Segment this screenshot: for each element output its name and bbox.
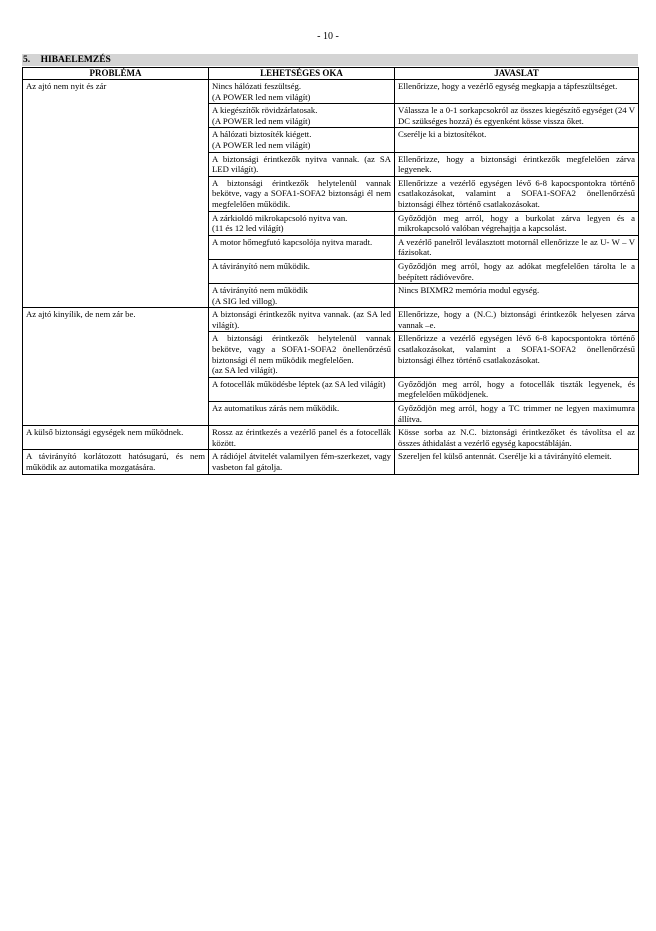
cause-cell: A hálózati biztosíték kiégett. (A POWER led nem világít) (209, 128, 395, 152)
cause-cell: A fotocellák működésbe léptek (az SA led világít) (209, 377, 395, 401)
table-header-row (23, 68, 639, 80)
problem-cell: Az ajtó nem nyit és zár (23, 80, 209, 308)
solution-cell: Válassza le a 0-1 sorkapcsokról az összes kiegészítő egységet (24 V DC szükséges hozzá) és egyenként kösse vissza őket. (395, 104, 639, 128)
solution-cell: Kösse sorba az N.C. biztonsági érintkezőket és távolítsa el az összes áthidalást a vezérlő egység kapocstábláján. (395, 426, 639, 450)
section-number: 5. (23, 55, 31, 65)
cause-cell: A távirányító nem működik (A SIG led villog). (209, 284, 395, 308)
solution-cell: Ellenőrizze, hogy a (N.C.) biztonsági érintkezők helyesen zárva vannak –e. (395, 308, 639, 332)
section-title: HIBAELEMZÉS (40, 55, 111, 65)
table-row (23, 450, 639, 474)
troubleshooting-table (22, 67, 639, 475)
page-number: - 10 - (317, 31, 339, 42)
cause-cell: Nincs hálózati feszültség. (A POWER led nem világít) (209, 80, 395, 104)
solution-cell: Szereljen fel külső antennát. Cserélje ki a távirányító elemeit. (395, 450, 639, 474)
solution-cell: Nincs BIXMR2 memória modul egység. (395, 284, 639, 308)
solution-cell: Győződjön meg arról, hogy az adókat megfelelően tárolta le a beépített rádióvevőre. (395, 259, 639, 283)
solution-cell: Ellenőrizze, hogy a biztonsági érintkezők megfelelően zárva legyenek. (395, 152, 639, 176)
solution-cell: A vezérlő panelről leválasztott motornál ellenőrizze le az U- W – V fázisokat. (395, 235, 639, 259)
cause-cell: A biztonsági érintkezők nyitva vannak. (az SA led világít). (209, 308, 395, 332)
cause-cell: A zárkioldó mikrokapcsoló nyitva van. (11 és 12 led világít) (209, 211, 395, 235)
problem-cell: A külső biztonsági egységek nem működnek. (23, 426, 209, 450)
table-row (23, 308, 639, 332)
solution-cell: Győződjön meg arról, hogy a fotocellák tiszták legyenek, és megfelelően működjenek. (395, 377, 639, 401)
header-cause: LEHETSÉGES OKA (209, 68, 395, 80)
solution-cell: Győződjön meg arról, hogy a burkolat zárva legyen és a mikrokapcsoló valóban végrehajtja a kapcsolást. (395, 211, 639, 235)
solution-cell: Ellenőrizze a vezérlő egységen lévő 6-8 kapocspontokra történő csatlakozásokat, valamint a SOFA1-SOFA2 önellenőrzésű biztonsági élhez történő csatlakozásokat. (395, 176, 639, 211)
solution-cell: Ellenőrizze a vezérlő egységen lévő 6-8 kapocspontokra történő csatlakozásokat, valamint a SOFA1-SOFA2 önellenőrzésű biztonsági élhez történő csatlakozásokat. (395, 332, 639, 377)
cause-cell: A biztonsági érintkezők helytelenül vannak bekötve, vagy a SOFA1-SOFA2 önellenőrzésű biztonsági él nem működik megfelelően. (az SA led világít). (209, 332, 395, 377)
table-row (23, 80, 639, 104)
solution-cell: Cserélje ki a biztosítékot. (395, 128, 639, 152)
cause-cell: A biztonsági érintkezők nyitva vannak. (az SA LED világít). (209, 152, 395, 176)
cause-cell: Az automatikus zárás nem működik. (209, 402, 395, 426)
cause-cell: A biztonsági érintkezők helytelenül vannak bekötve, vagy a SOFA1-SOFA2 biztonsági él nem megfelelően működik. (209, 176, 395, 211)
problem-cell: Az ajtó kinyílik, de nem zár be. (23, 308, 209, 426)
cause-cell: A kiegészítők rövidzárlatosak. (A POWER led nem világít) (209, 104, 395, 128)
solution-cell: Ellenőrizze, hogy a vezérlő egység megkapja a tápfeszültséget. (395, 80, 639, 104)
section-heading (22, 54, 638, 66)
table-row (23, 426, 639, 450)
cause-cell: Rossz az érintkezés a vezérlő panel és a fotocellák között. (209, 426, 395, 450)
table-body (23, 80, 639, 475)
cause-cell: A távirányító nem működik. (209, 259, 395, 283)
problem-cell: A távirányító korlátozott hatósugarú, és nem működik az automatika mozgatására. (23, 450, 209, 474)
solution-cell: Győződjön meg arról, hogy a TC trimmer ne legyen maximumra állítva. (395, 402, 639, 426)
header-solution: JAVASLAT (395, 68, 639, 80)
header-problem: PROBLÉMA (23, 68, 209, 80)
cause-cell: A motor hőmegfutó kapcsolója nyitva maradt. (209, 235, 395, 259)
cause-cell: A rádiójel átvitelét valamilyen fém-szerkezet, vagy vasbeton fal gátolja. (209, 450, 395, 474)
